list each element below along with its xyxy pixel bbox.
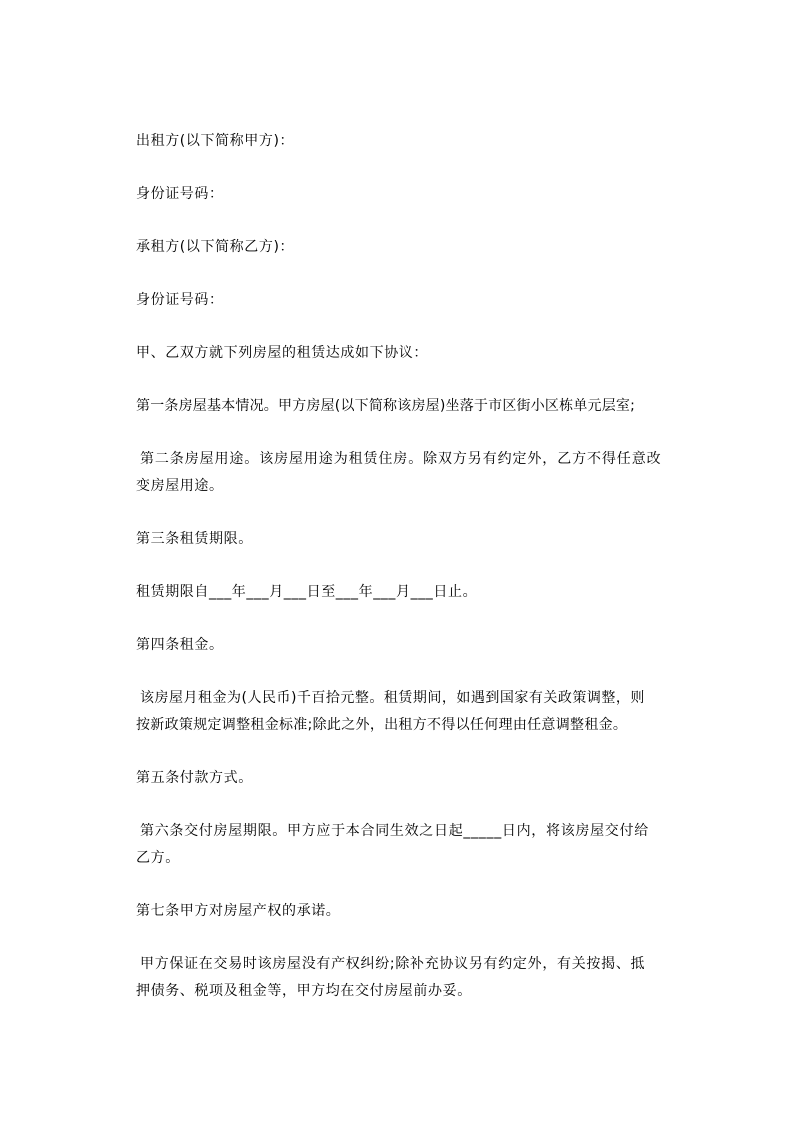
- article-6-line-2: 乙方。: [136, 850, 180, 866]
- lessor-id-text: 身份证号码：: [136, 186, 224, 202]
- title-guarantee: [136, 951, 702, 1005]
- article-1: [136, 393, 716, 420]
- article-2-line-2: 变房屋用途。: [136, 478, 224, 494]
- agreement-intro-text: 甲、乙双方就下列房屋的租赁达成如下协议：: [136, 345, 428, 361]
- lessor-id-line: [136, 181, 706, 208]
- article-7-text: 第七条甲方对房屋产权的承诺。: [136, 903, 341, 919]
- article-6-line-1: 第六条交付房屋期限。甲方应于本合同生效之日起_____日内，将该房屋交付给: [140, 823, 649, 839]
- rent-clause-line-1: 该房屋月租金为(人民币)千百拾元整。租赁期间，如遇到国家有关政策调整，则: [140, 690, 645, 706]
- lessor-line: [136, 128, 706, 155]
- rent-clause: [136, 685, 702, 739]
- article-7: [136, 898, 706, 925]
- article-2-line-1: 第二条房屋用途。该房屋用途为租赁住房。除双方另有约定外，乙方不得任意改: [140, 451, 662, 467]
- article-4-text: 第四条租金。: [136, 637, 224, 653]
- agreement-intro: [136, 340, 706, 367]
- lessor-text: 出租方(以下简称甲方)：: [136, 133, 295, 149]
- article-6: [136, 818, 702, 872]
- lessee-id-line: [136, 287, 706, 314]
- article-2: [136, 446, 702, 500]
- article-4: [136, 632, 706, 659]
- lease-term: [136, 579, 706, 606]
- title-guarantee-line-1: 甲方保证在交易时该房屋没有产权纠纷;除补充协议另有约定外，有关按揭、抵: [140, 956, 646, 972]
- article-5: [136, 765, 706, 792]
- lessee-text: 承租方(以下简称乙方)：: [136, 239, 295, 255]
- article-1-text: 第一条房屋基本情况。甲方房屋(以下简称该房屋)坐落于市区街小区栋单元层室;: [136, 398, 636, 414]
- title-guarantee-line-2: 押债务、税项及租金等，甲方均在交付房屋前办妥。: [136, 983, 472, 999]
- lessee-id-text: 身份证号码：: [136, 292, 224, 308]
- article-3: [136, 526, 706, 553]
- article-3-text: 第三条租赁期限。: [136, 531, 253, 547]
- rent-clause-line-2: 按新政策规定调整租金标准;除此之外，出租方不得以任何理由任意调整租金。: [136, 717, 628, 733]
- article-5-text: 第五条付款方式。: [136, 770, 253, 786]
- lease-term-text: 租赁期限自___年___月___日至___年___月___日止。: [136, 584, 478, 600]
- lessee-line: [136, 234, 706, 261]
